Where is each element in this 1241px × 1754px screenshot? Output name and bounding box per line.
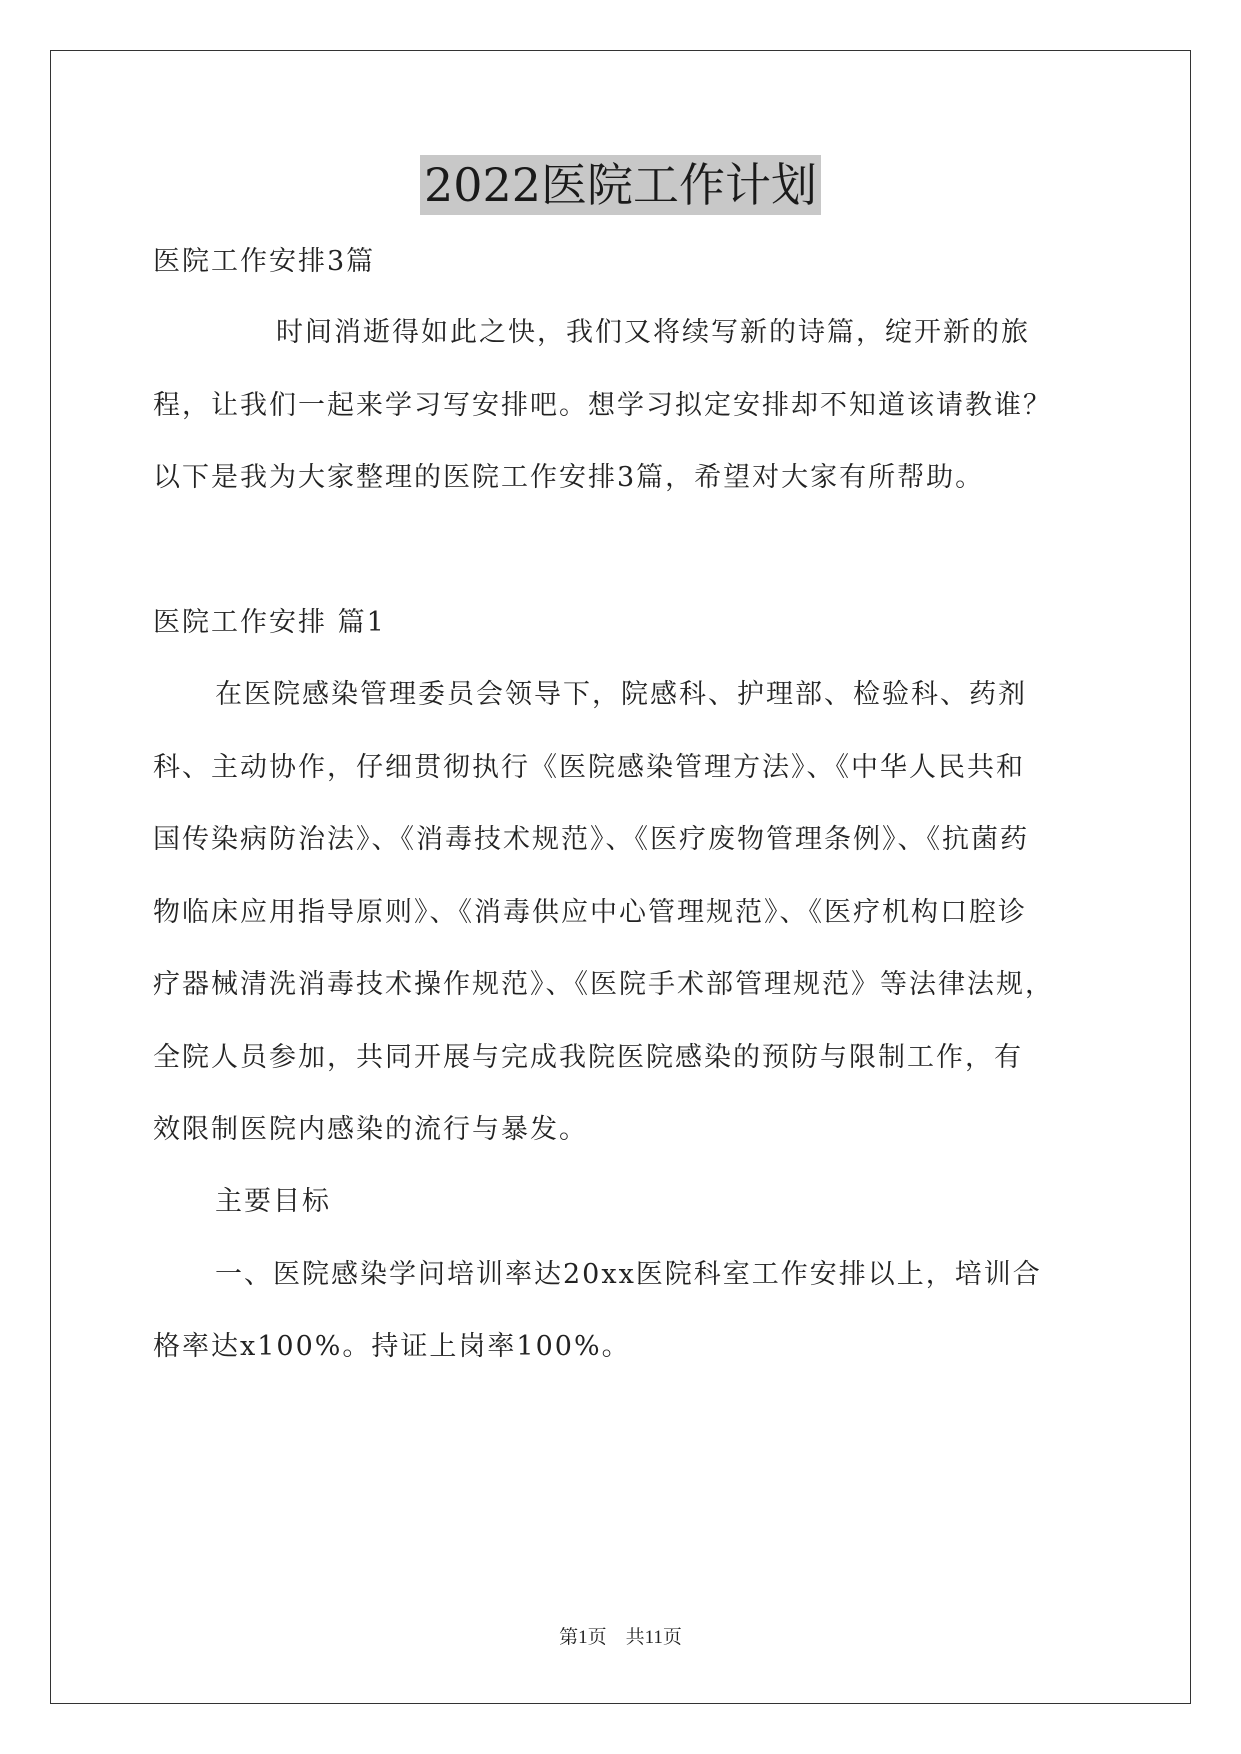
page-footer: 第1页 共11页 xyxy=(559,1627,682,1648)
body-line-6: 全院人员参加，共同开展与完成我院医院感染的预防与限制工作，有 xyxy=(153,1042,1023,1073)
body-line-1: 在医院感染管理委员会领导下，院感科、护理部、检验科、药剂 xyxy=(215,679,1027,710)
body-line-5: 疗器械清洗消毒技术操作规范》、《医院手术部管理规范》等法律法规， xyxy=(153,969,1054,1000)
goal-line-2: 格率达x100%。持证上岗率100%。 xyxy=(153,1331,631,1362)
intro-line-3: 以下是我为大家整理的医院工作安排3篇，希望对大家有所帮助。 xyxy=(153,462,985,493)
body-line-2: 科、主动协作，仔细贯彻执行《医院感染管理方法》、《中华人民共和 xyxy=(153,752,1025,783)
goal-line-1: 一、医院感染学问培训率达20xx医院科室工作安排以上，培训合 xyxy=(215,1259,1042,1290)
intro-line-2: 程，让我们一起来学习写安排吧。想学习拟定安排却不知道该请教谁？ xyxy=(153,390,1052,421)
body-line-7: 效限制医院内感染的流行与暴发。 xyxy=(153,1114,588,1145)
title-wrap xyxy=(0,155,1241,215)
intro-line-1: 时间消逝得如此之快，我们又将续写新的诗篇，绽开新的旅 xyxy=(276,317,1030,348)
goals-heading: 主要目标 xyxy=(215,1186,331,1217)
page-border xyxy=(50,50,1191,1704)
document-subtitle: 医院工作安排3篇 xyxy=(153,246,376,277)
body-line-4: 物临床应用指导原则》、《消毒供应中心管理规范》、《医疗机构口腔诊 xyxy=(153,897,1027,928)
body-line-3: 国传染病防治法》、《消毒技术规范》、《医疗废物管理条例》、《抗菌药 xyxy=(153,824,1029,855)
section-heading: 医院工作安排 篇1 xyxy=(153,607,386,638)
document-title: 2022医院工作计划 xyxy=(420,155,821,215)
